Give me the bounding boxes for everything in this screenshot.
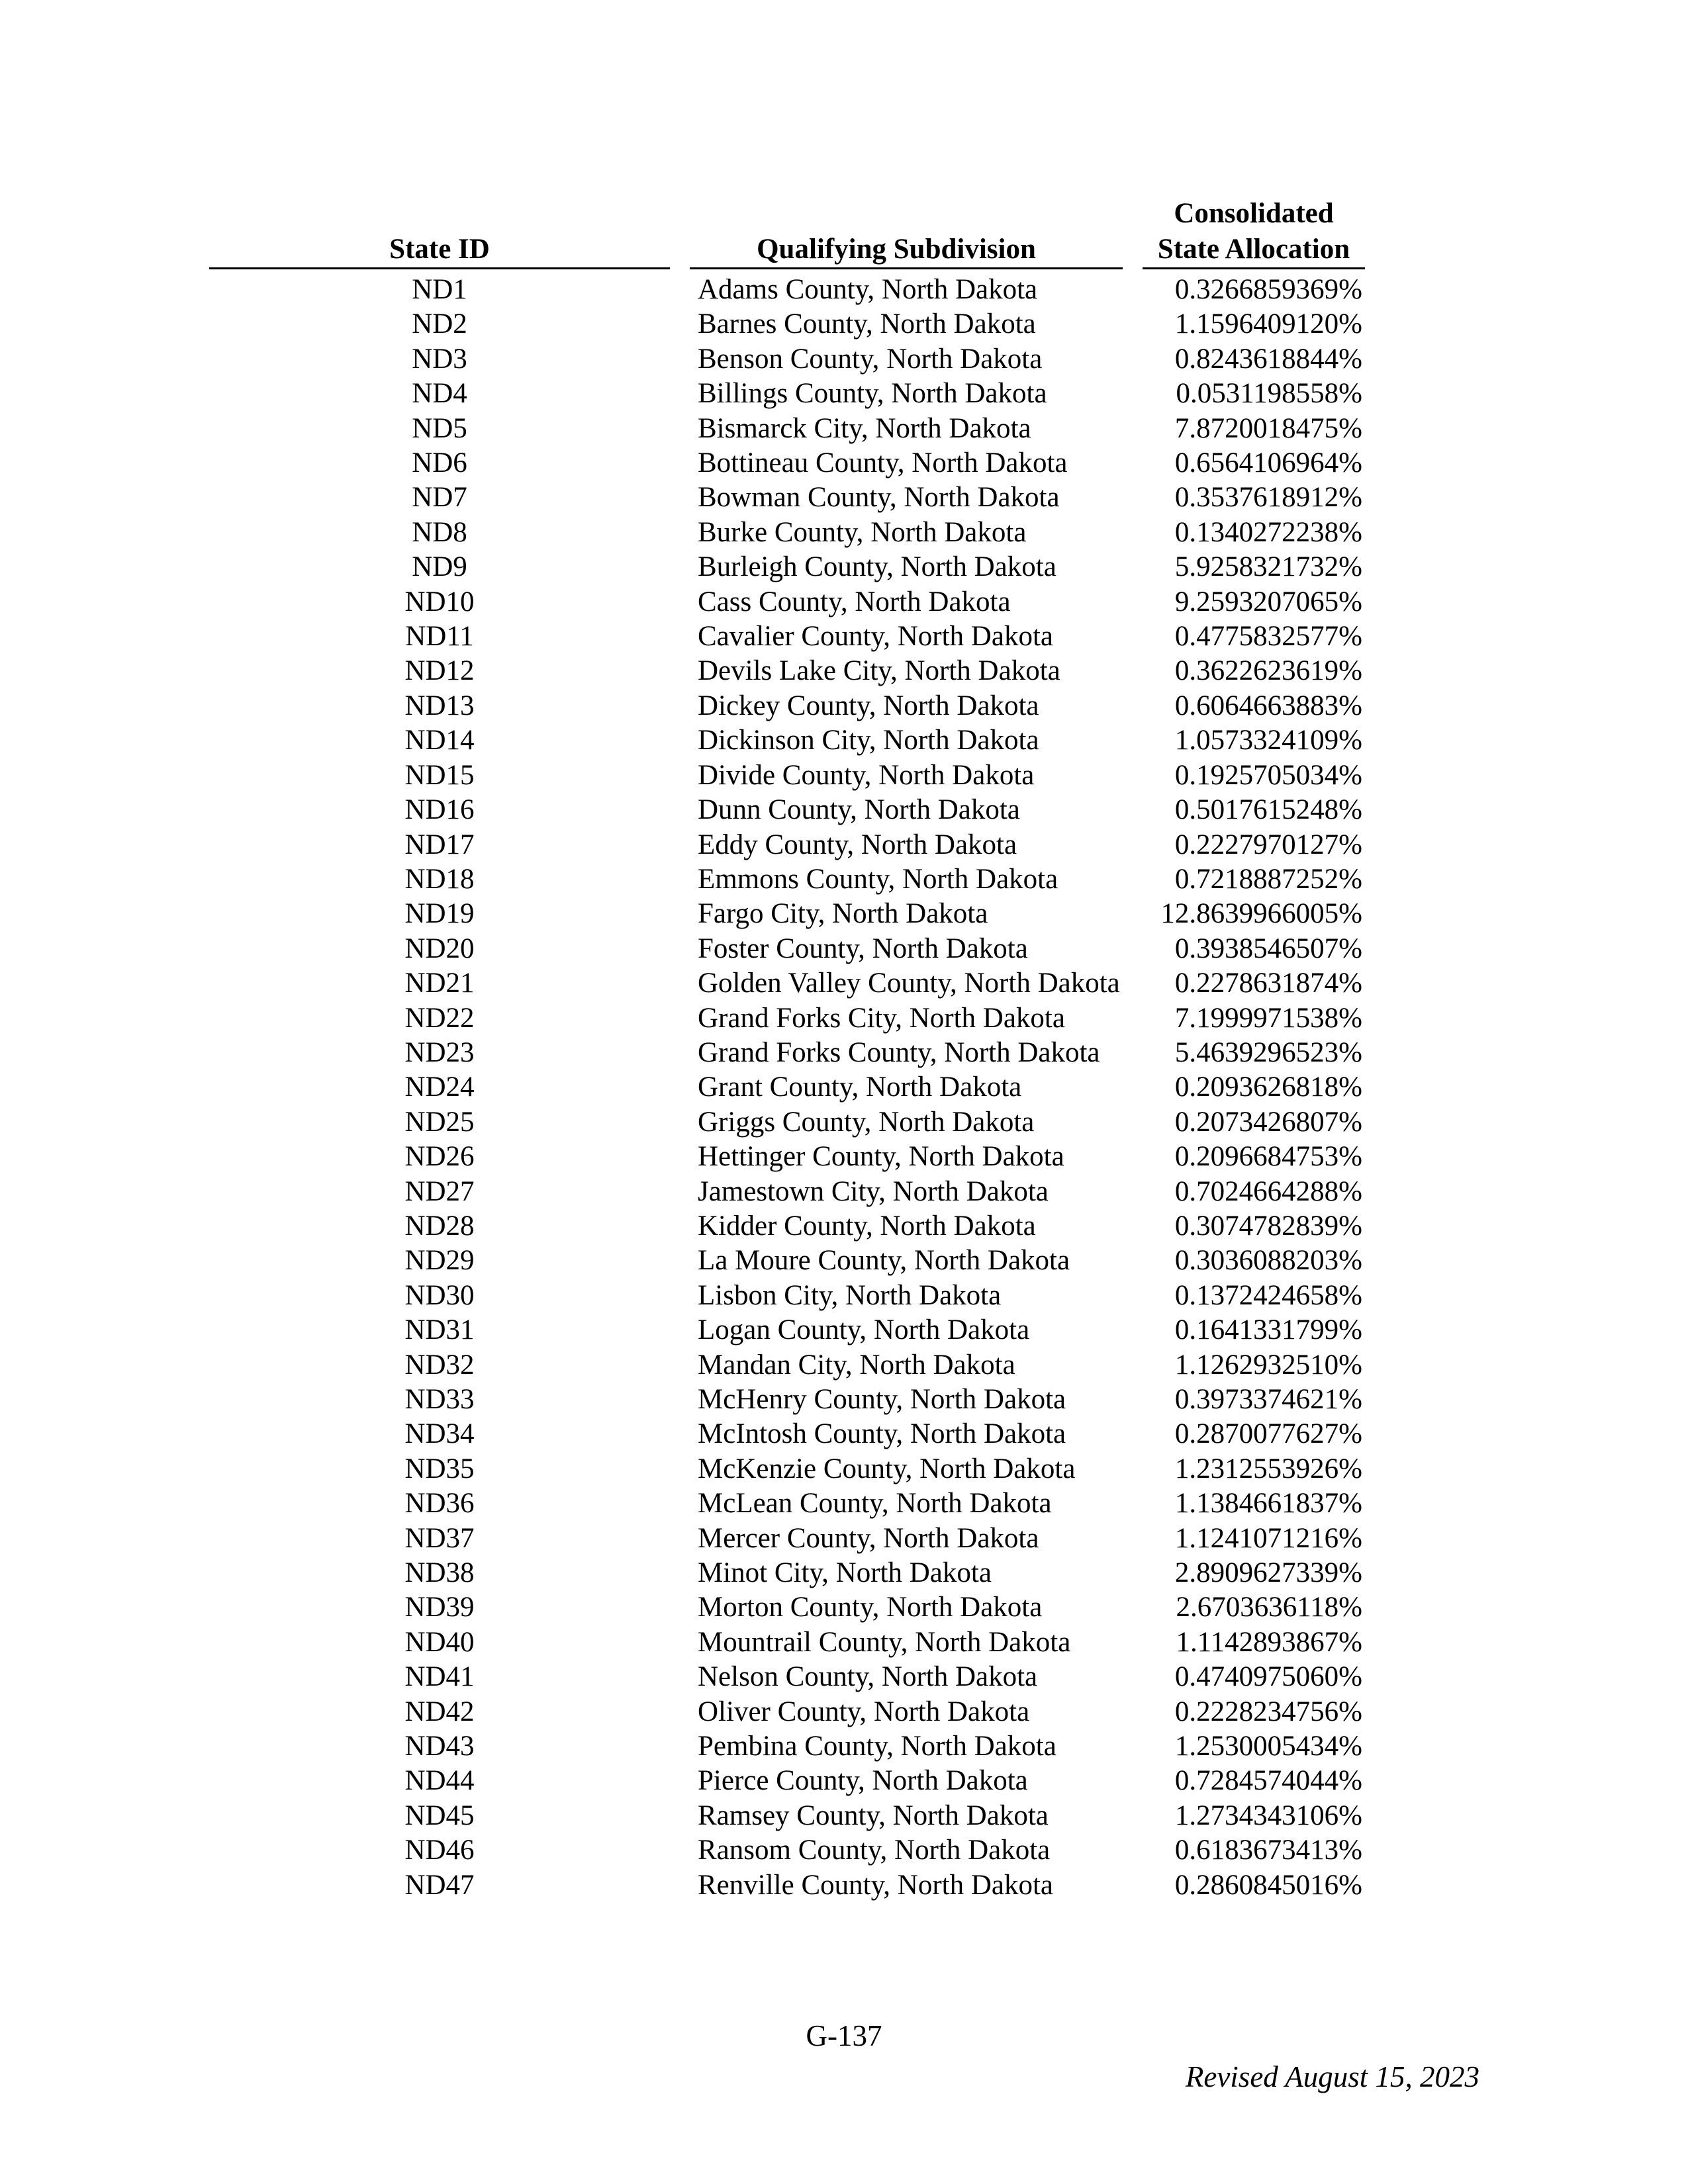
allocation-cell: 9.2593207065% (1174, 586, 1362, 617)
subdivision-cell: Bottineau County, North Dakota (698, 447, 1068, 479)
table-row (0, 412, 1688, 446)
state-id-cell: ND21 (404, 968, 475, 999)
table-row (0, 1279, 1688, 1313)
subdivision-cell: Barnes County, North Dakota (698, 308, 1036, 340)
subdivision-cell: Foster County, North Dakota (698, 933, 1028, 964)
allocation-cell: 0.2228234756% (1174, 1696, 1362, 1727)
subdivision-cell: Kidder County, North Dakota (698, 1210, 1036, 1242)
allocation-cell: 12.8639966005% (1160, 898, 1362, 930)
table-row (0, 897, 1688, 931)
table-row (0, 1764, 1688, 1798)
subdivision-cell: Renville County, North Dakota (698, 1869, 1054, 1901)
table-row (0, 1660, 1688, 1694)
state-id-cell: ND46 (404, 1835, 475, 1866)
state-id-cell: ND47 (404, 1869, 475, 1901)
allocation-cell: 1.2530005434% (1174, 1731, 1362, 1762)
table-row (0, 1625, 1688, 1660)
allocation-cell: 1.1262932510% (1174, 1349, 1362, 1381)
allocation-cell: 0.3622623619% (1174, 655, 1362, 687)
subdivision-cell: Morton County, North Dakota (698, 1592, 1043, 1623)
subdivision-cell: Logan County, North Dakota (698, 1314, 1030, 1346)
allocation-cell: 0.6564106964% (1174, 447, 1362, 479)
allocation-cell: 0.7024664288% (1174, 1175, 1362, 1207)
subdivision-cell: Grand Forks City, North Dakota (698, 1002, 1065, 1034)
subdivision-cell: Mountrail County, North Dakota (698, 1626, 1071, 1658)
state-id-cell: ND28 (404, 1210, 475, 1242)
state-id-cell: ND31 (404, 1314, 475, 1346)
subdivision-cell: Bismarck City, North Dakota (698, 412, 1031, 444)
allocation-cell: 7.8720018475% (1174, 412, 1362, 444)
allocation-cell: 0.7284574044% (1174, 1765, 1362, 1797)
allocation-cell: 0.0531198558% (1176, 378, 1362, 410)
table-row (0, 1799, 1688, 1833)
allocation-cell: 0.3973374621% (1174, 1384, 1362, 1415)
revised-date: Revised August 15, 2023 (1185, 2060, 1479, 2093)
allocation-cell: 1.1596409120% (1174, 308, 1362, 340)
table-row (0, 1383, 1688, 1417)
table-row (0, 1001, 1688, 1036)
allocation-cell: 0.1641331799% (1174, 1314, 1362, 1346)
subdivision-cell: Oliver County, North Dakota (698, 1696, 1030, 1727)
state-id-cell: ND23 (404, 1036, 475, 1068)
header-rule-subdivision (690, 267, 1123, 269)
allocation-cell: 1.0573324109% (1174, 725, 1362, 756)
state-id-cell: ND4 (412, 378, 467, 410)
table-row (0, 1070, 1688, 1105)
subdivision-cell: La Moure County, North Dakota (698, 1245, 1070, 1277)
allocation-cell: 1.1384661837% (1174, 1488, 1362, 1520)
allocation-cell: 2.8909627339% (1174, 1557, 1362, 1589)
state-id-cell: ND15 (404, 759, 475, 791)
subdivision-cell: Pembina County, North Dakota (698, 1731, 1056, 1762)
state-id-cell: ND2 (412, 308, 467, 340)
subdivision-cell: Burleigh County, North Dakota (698, 551, 1056, 583)
state-id-cell: ND1 (412, 274, 467, 305)
subdivision-cell: Mandan City, North Dakota (698, 1349, 1015, 1381)
subdivision-cell: Pierce County, North Dakota (698, 1765, 1028, 1797)
subdivision-cell: McKenzie County, North Dakota (698, 1453, 1076, 1484)
table-row (0, 828, 1688, 862)
allocation-cell: 0.3036088203% (1174, 1245, 1362, 1277)
allocation-cell: 0.2073426807% (1174, 1106, 1362, 1138)
subdivision-cell: Devils Lake City, North Dakota (698, 655, 1060, 687)
subdivision-cell: Benson County, North Dakota (698, 343, 1043, 375)
table-row (0, 1036, 1688, 1070)
table-row (0, 480, 1688, 515)
state-id-cell: ND26 (404, 1141, 475, 1173)
subdivision-cell: Dickinson City, North Dakota (698, 725, 1039, 756)
allocation-cell: 0.2860845016% (1174, 1869, 1362, 1901)
table-row (0, 1590, 1688, 1625)
state-id-cell: ND45 (404, 1799, 475, 1831)
table-row (0, 1105, 1688, 1140)
subdivision-cell: Cavalier County, North Dakota (698, 621, 1053, 653)
state-id-cell: ND38 (404, 1557, 475, 1589)
state-id-cell: ND27 (404, 1175, 475, 1207)
state-id-cell: ND19 (404, 898, 475, 930)
subdivision-cell: Griggs County, North Dakota (698, 1106, 1035, 1138)
state-id-cell: ND36 (404, 1488, 475, 1520)
allocation-cell: 1.2312553926% (1174, 1453, 1362, 1484)
allocation-cell: 0.4740975060% (1174, 1661, 1362, 1693)
state-id-cell: ND24 (404, 1071, 475, 1103)
allocation-cell: 0.3938546507% (1174, 933, 1362, 964)
table-row (0, 446, 1688, 480)
state-id-cell: ND11 (405, 621, 474, 653)
state-id-cell: ND17 (404, 829, 475, 860)
table-row (0, 1695, 1688, 1729)
state-id-cell: ND29 (404, 1245, 475, 1277)
state-id-cell: ND44 (404, 1765, 475, 1797)
subdivision-cell: Hettinger County, North Dakota (698, 1141, 1064, 1173)
subdivision-cell: Emmons County, North Dakota (698, 863, 1058, 895)
header-allocation-line1: Consolidated (1174, 198, 1334, 229)
subdivision-cell: Lisbon City, North Dakota (698, 1279, 1002, 1311)
header-rule-state-id (209, 267, 670, 269)
subdivision-cell: Dickey County, North Dakota (698, 690, 1039, 721)
subdivision-cell: Eddy County, North Dakota (698, 829, 1017, 860)
state-id-cell: ND14 (404, 725, 475, 756)
subdivision-cell: Cass County, North Dakota (698, 586, 1011, 617)
state-id-cell: ND40 (404, 1626, 475, 1658)
state-id-cell: ND32 (404, 1349, 475, 1381)
allocation-cell: 0.1340272238% (1174, 516, 1362, 548)
table-row (0, 619, 1688, 654)
table-row (0, 1833, 1688, 1868)
state-id-cell: ND20 (404, 933, 475, 964)
table-row (0, 585, 1688, 619)
table-row (0, 862, 1688, 897)
allocation-cell: 0.2227970127% (1174, 829, 1362, 860)
subdivision-cell: Adams County, North Dakota (698, 274, 1038, 305)
allocation-cell: 0.8243618844% (1174, 343, 1362, 375)
subdivision-cell: Dunn County, North Dakota (698, 794, 1020, 826)
subdivision-cell: Bowman County, North Dakota (698, 482, 1060, 514)
state-id-cell: ND30 (404, 1279, 475, 1311)
allocation-cell: 0.2278631874% (1174, 968, 1362, 999)
state-id-cell: ND34 (404, 1418, 475, 1450)
header-allocation-line2: State Allocation (1157, 234, 1350, 265)
table-row (0, 1313, 1688, 1347)
allocation-cell: 0.3074782839% (1174, 1210, 1362, 1242)
subdivision-cell: Minot City, North Dakota (698, 1557, 992, 1589)
table-row (0, 516, 1688, 550)
table-row (0, 1556, 1688, 1590)
table-row (0, 1486, 1688, 1521)
allocation-cell: 0.5017615248% (1174, 794, 1362, 826)
allocation-cell: 0.2093626818% (1174, 1071, 1362, 1103)
allocation-cell: 0.2096684753% (1174, 1141, 1362, 1173)
subdivision-cell: Jamestown City, North Dakota (698, 1175, 1049, 1207)
subdivision-cell: McIntosh County, North Dakota (698, 1418, 1066, 1450)
state-id-cell: ND16 (404, 794, 475, 826)
subdivision-cell: Fargo City, North Dakota (698, 898, 988, 930)
header-state-id: State ID (389, 234, 490, 265)
table-row (0, 273, 1688, 307)
table-row (0, 1209, 1688, 1244)
table-row (0, 1140, 1688, 1174)
subdivision-cell: Ransom County, North Dakota (698, 1835, 1051, 1866)
header-rule-allocation (1143, 267, 1365, 269)
allocation-cell: 5.4639296523% (1174, 1036, 1362, 1068)
table-row (0, 307, 1688, 341)
allocation-cell: 0.2870077627% (1174, 1418, 1362, 1450)
state-id-cell: ND6 (412, 447, 467, 479)
state-id-cell: ND12 (404, 655, 475, 687)
allocation-table-body (0, 273, 1688, 1903)
table-row (0, 1417, 1688, 1451)
state-id-cell: ND42 (404, 1696, 475, 1727)
table-row (0, 1452, 1688, 1486)
allocation-cell: 0.3266859369% (1174, 274, 1362, 305)
subdivision-cell: Grant County, North Dakota (698, 1071, 1022, 1103)
state-id-cell: ND8 (412, 516, 467, 548)
table-row (0, 1175, 1688, 1209)
allocation-cell: 1.1142893867% (1176, 1626, 1362, 1658)
state-id-cell: ND33 (404, 1384, 475, 1415)
state-id-cell: ND7 (412, 482, 467, 514)
state-id-cell: ND18 (404, 863, 475, 895)
table-row (0, 1729, 1688, 1764)
state-id-cell: ND39 (404, 1592, 475, 1623)
allocation-cell: 2.6703636118% (1176, 1592, 1362, 1623)
state-id-cell: ND3 (412, 343, 467, 375)
allocation-cell: 0.7218887252% (1174, 863, 1362, 895)
allocation-cell: 0.1925705034% (1174, 759, 1362, 791)
state-id-cell: ND41 (404, 1661, 475, 1693)
table-row (0, 1522, 1688, 1556)
subdivision-cell: McHenry County, North Dakota (698, 1384, 1066, 1415)
allocation-cell: 1.1241071216% (1174, 1522, 1362, 1554)
table-row (0, 932, 1688, 966)
table-row (0, 654, 1688, 688)
subdivision-cell: Golden Valley County, North Dakota (698, 968, 1120, 999)
table-row (0, 758, 1688, 793)
allocation-cell: 0.3537618912% (1174, 482, 1362, 514)
table-row (0, 342, 1688, 377)
state-id-cell: ND37 (404, 1522, 475, 1554)
allocation-cell: 1.2734343106% (1174, 1799, 1362, 1831)
header-qualifying-subdivision: Qualifying Subdivision (757, 234, 1036, 265)
subdivision-cell: Burke County, North Dakota (698, 516, 1027, 548)
subdivision-cell: Ramsey County, North Dakota (698, 1799, 1049, 1831)
subdivision-cell: Billings County, North Dakota (698, 378, 1047, 410)
allocation-cell: 0.1372424658% (1174, 1279, 1362, 1311)
table-row (0, 689, 1688, 723)
allocation-cell: 0.6064663883% (1174, 690, 1362, 721)
state-id-cell: ND5 (412, 412, 467, 444)
subdivision-cell: McLean County, North Dakota (698, 1488, 1052, 1520)
allocation-cell: 0.6183673413% (1174, 1835, 1362, 1866)
allocation-cell: 0.4775832577% (1174, 621, 1362, 653)
table-row (0, 723, 1688, 758)
state-id-cell: ND13 (404, 690, 475, 721)
allocation-cell: 7.1999971538% (1174, 1002, 1362, 1034)
allocation-cell: 5.9258321732% (1174, 551, 1362, 583)
table-row (0, 966, 1688, 1001)
state-id-cell: ND9 (412, 551, 467, 583)
table-row (0, 550, 1688, 584)
subdivision-cell: Mercer County, North Dakota (698, 1522, 1039, 1554)
state-id-cell: ND35 (404, 1453, 475, 1484)
table-row (0, 1868, 1688, 1903)
state-id-cell: ND25 (404, 1106, 475, 1138)
table-row (0, 1348, 1688, 1383)
subdivision-cell: Divide County, North Dakota (698, 759, 1035, 791)
page-number: G-137 (806, 2019, 882, 2052)
state-id-cell: ND22 (404, 1002, 475, 1034)
state-id-cell: ND10 (404, 586, 475, 617)
table-row (0, 793, 1688, 827)
table-row (0, 377, 1688, 411)
subdivision-cell: Nelson County, North Dakota (698, 1661, 1038, 1693)
state-id-cell: ND43 (404, 1731, 475, 1762)
table-row (0, 1244, 1688, 1278)
subdivision-cell: Grand Forks County, North Dakota (698, 1036, 1100, 1068)
